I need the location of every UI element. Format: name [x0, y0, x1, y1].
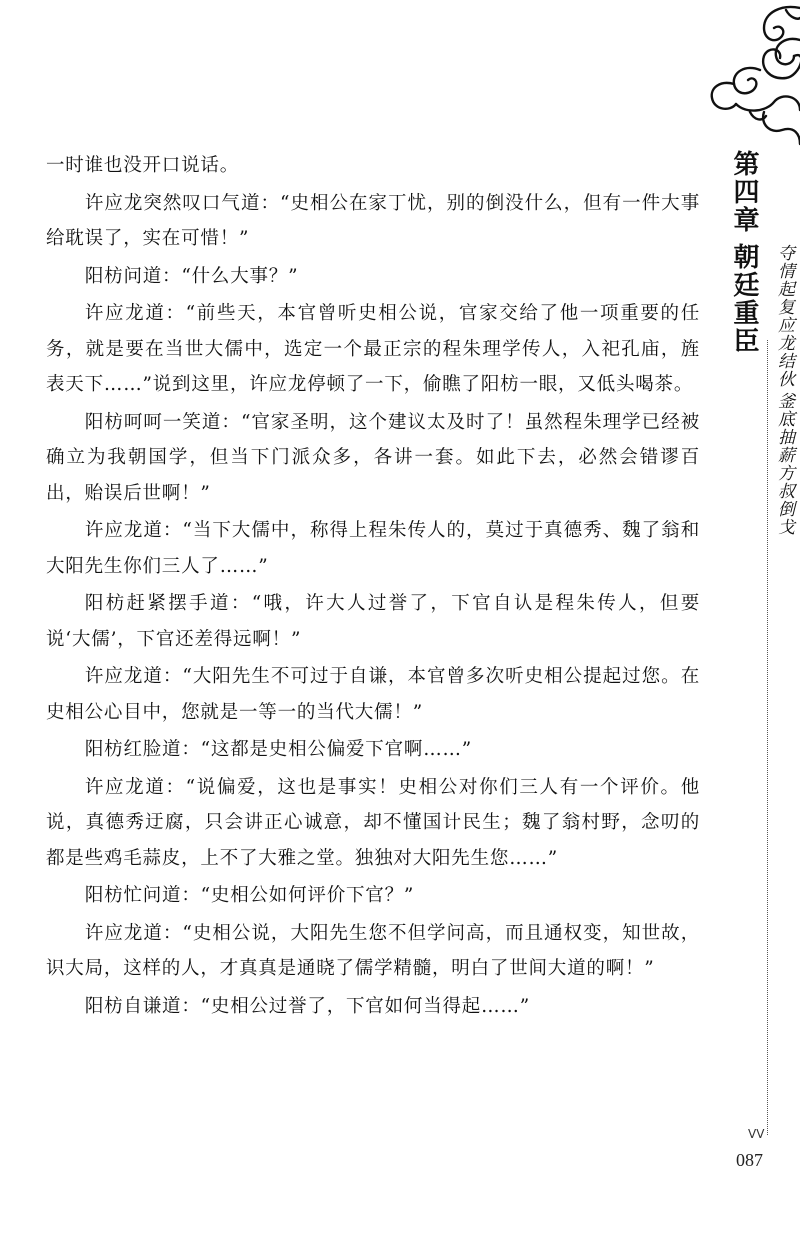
- paragraph: 阳枋红脸道：“这都是史相公偏爱下官啊……”: [84, 739, 473, 760]
- paragraph: 许应龙道：“大阳先生不可过于自谦，本官曾多次听史相公提起过您。在史相公心目中，您就是一等一的当代大儒！”: [46, 666, 700, 723]
- chapter-subtitle-line2: 釜底抽薪方叔倒戈: [774, 392, 794, 536]
- paragraph: 许应龙突然叹口气道：“史相公在家丁忧，别的倒没什么，但有一件大事给耽误了，实在可惜！”: [46, 192, 700, 249]
- page-marker: VV: [748, 1127, 765, 1141]
- chapter-subtitle-line1: 夺情起复应龙结伙: [774, 244, 794, 388]
- paragraph: 许应龙道：“当下大儒中，称得上程朱传人的，莫过于真德秀、魏了翁和大阳先生你们三人了……”: [46, 520, 700, 577]
- page-number: 087: [736, 1150, 763, 1170]
- paragraph: 阳枋忙问道：“史相公如何评价下官？”: [84, 885, 415, 906]
- cloud-ornament-icon: [690, 0, 800, 150]
- body-text: [46, 148, 700, 1026]
- paragraph: 许应龙道：“说偏爱，这也是事实！史相公对你们三人有一个评价。他说，真德秀迂腐，只会讲正心诚意，却不懂国计民生；魏了翁村野，念叨的都是些鸡毛蒜皮，上不了大雅之堂。独独对大阳先生您……”: [46, 776, 700, 869]
- paragraph: 阳枋自谦道：“史相公过誉了，下官如何当得起……”: [84, 995, 530, 1017]
- paragraph: 阳枋问道：“什么大事？”: [84, 265, 299, 287]
- dotted-divider: [767, 340, 768, 1135]
- chapter-number: 第四章: [729, 150, 759, 234]
- chapter-title: 朝廷重臣: [729, 243, 759, 355]
- paragraph: 阳枋呵呵一笑道：“官家圣明，这个建议太及时了！虽然程朱理学已经被确立为我朝国学，但当下门派众多，各讲一套。如此下去，必然会错谬百出，贻误后世啊！”: [46, 411, 700, 504]
- paragraph: 一时谁也没开口说话。: [46, 155, 240, 176]
- paragraph: 许应龙道：“史相公说，大阳先生您不但学问高，而且通权变，知世故，识大局，这样的人，才真真是通晓了儒学精髓，明白了世间大道的啊！”: [46, 922, 700, 979]
- paragraph: 阳枋赶紧摆手道：“哦，许大人过誉了，下官自认是程朱传人，但要说‘大儒’，下官还差得远啊！”: [46, 593, 700, 650]
- paragraph: 许应龙道：“前些天，本官曾听史相公说，官家交给了他一项重要的任务，就是要在当世大儒中，选定一个最正宗的程朱理学传人，入祀孔庙，旌表天下……”说到这里，许应龙停顿了一下，偷瞧了阳枋一眼，又低头喝茶。: [46, 303, 700, 395]
